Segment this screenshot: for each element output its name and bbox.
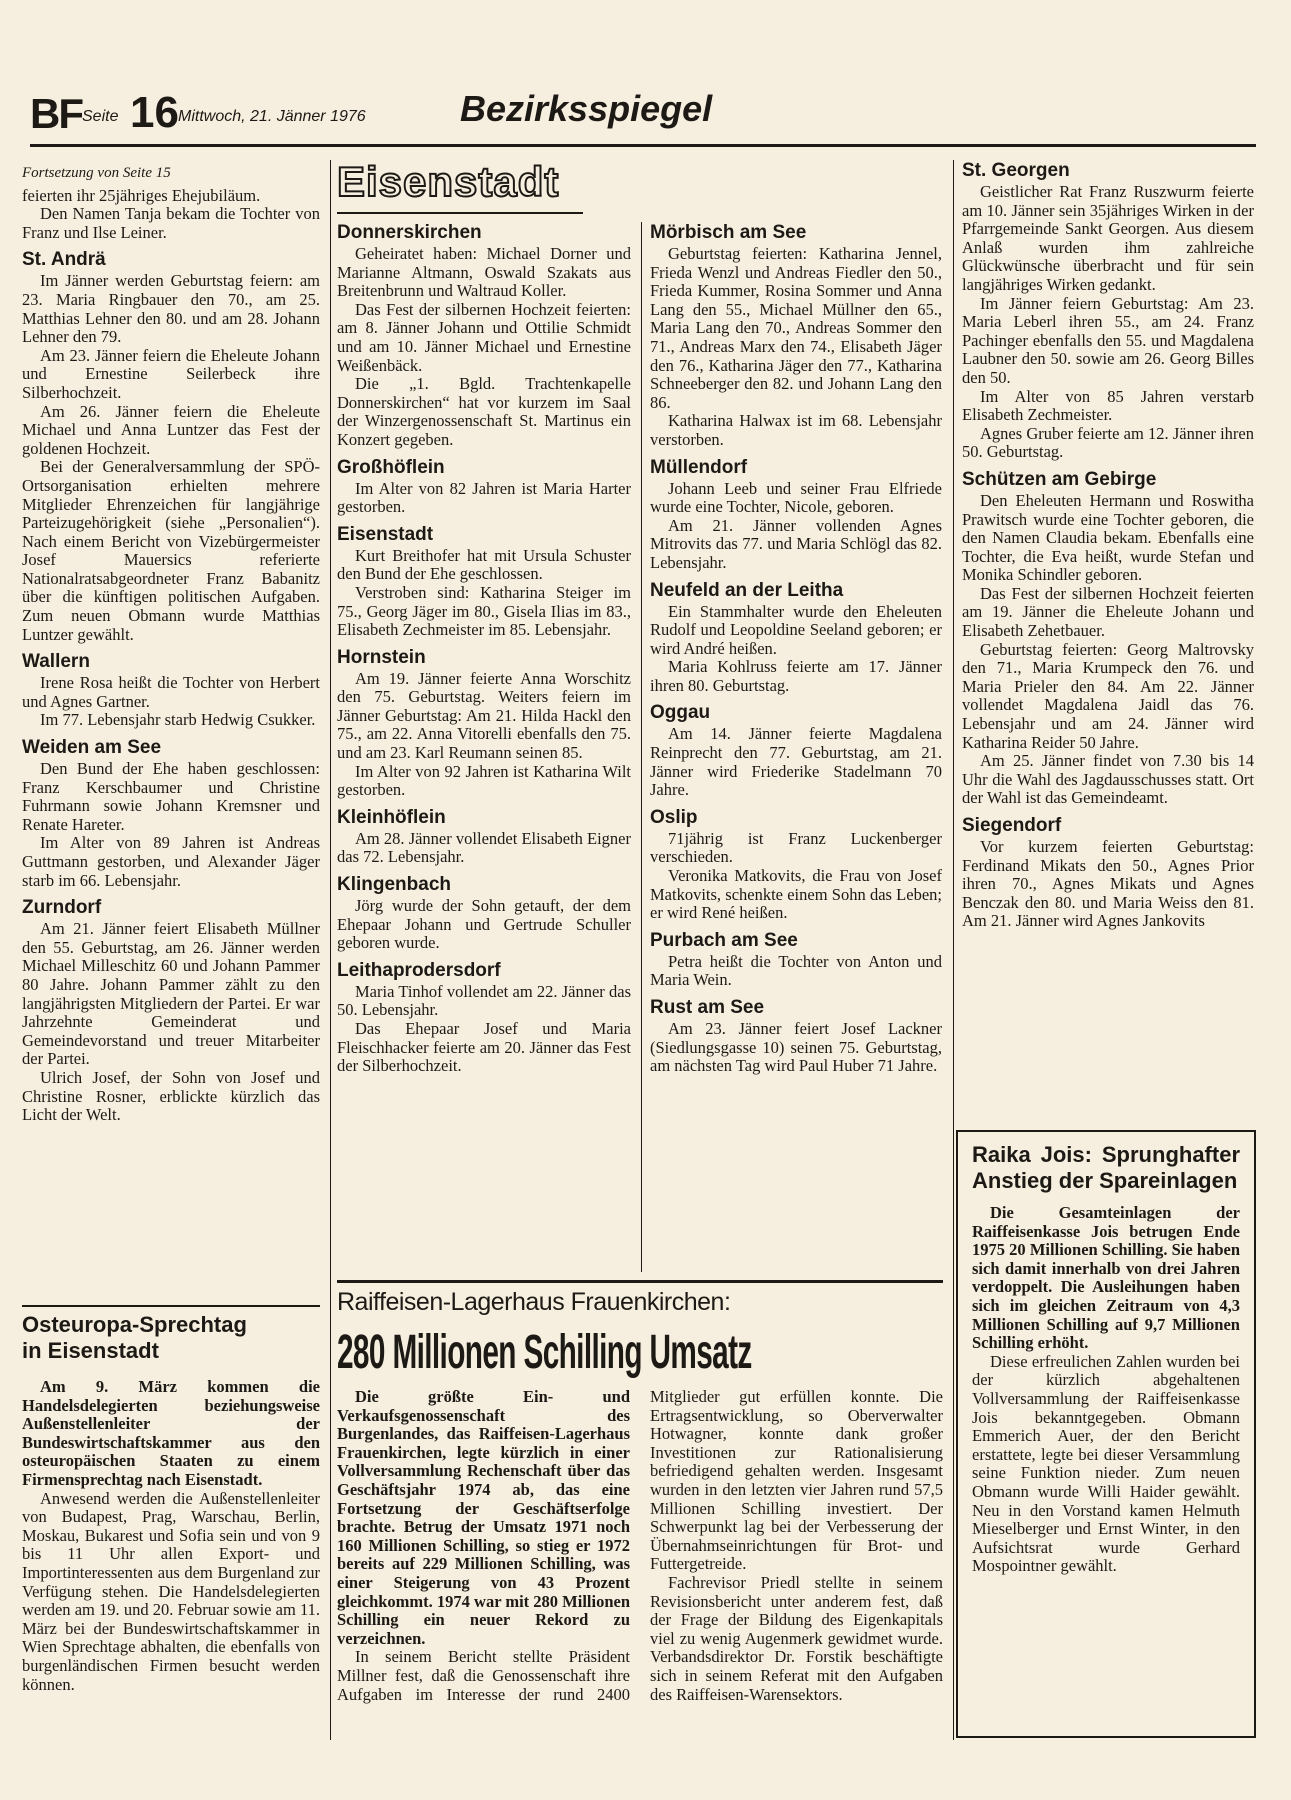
article-heading: Zurndorf: [22, 897, 102, 919]
osteuropa-headline-2: in Eisenstadt: [22, 1338, 159, 1363]
masthead-rule: [30, 144, 1256, 147]
paragraph: Im Jänner feiern Geburtstag: Am 23. Maria Leberl ihren 55., am 24. Franz Pachinger ebenfalls den 55. und Magdalena Laubner den 50. sowie am 26. Georg Billes den 50.: [962, 293, 1254, 387]
column-divider: [641, 222, 642, 1272]
paragraph: Am 23. Jänner feiern die Eheleute Johann und Ernestine Seilerbeck ihre Silberhochzeit.: [22, 345, 320, 402]
paragraph: Geburtstag feierten: Georg Maltrovsky den 71., Maria Krumpeck den 76. und Maria Prieler den 84. Am 22. Jänner vollendet Magdalena Jaidl das 76. Lebensjahr und am 24. Jänner wird Katharina Reider 50 Jahre.: [962, 639, 1254, 752]
article-heading: Weiden am See: [22, 737, 162, 759]
section-rule: [22, 1305, 320, 1307]
raika-headline: Raika Jois: Sprunghafter Anstieg der Spareinlagen: [972, 1142, 1240, 1193]
lagerhaus-headline: 280 Millionen Schilling Umsatz: [337, 1326, 752, 1379]
paragraph: Am 23. Jänner feiert Josef Lackner (Siedlungsgasse 10) seinen 75. Geburtstag, am nächsten Tag wird Paul Huber 71 Jahre.: [650, 1019, 942, 1076]
article-heading: Eisenstadt: [337, 523, 434, 545]
paragraph: Geburtstag feierten: Katharina Jennel, Frieda Wenzl und Andreas Fiedler den 50., Frieda Kummer, Rosina Sommer und Anna Lang den 55., Michael Müllner den 65., Maria Lang den 70., Andreas Sommer den 71., Andreas Marx den 74., Elisabeth Jäger den 76., Katharina Jäger den 77., Katharina Schneeberger den 82. und Johann Lang den 86.: [650, 244, 942, 412]
eisenstadt-banner-box: [337, 160, 583, 214]
lagerhaus-article: [337, 1388, 943, 1704]
article-heading: Neufeld an der Leitha: [650, 579, 844, 601]
paragraph: Vor kurzem feierten Geburtstag: Ferdinand Mikats den 50., Agnes Prior ihren 70., Agnes Mikats und Agnes Benczak den 80. und Maria Weiss den 81. Am 21. Jänner wird Agnes Jankovits: [962, 837, 1254, 931]
paragraph: Den Namen Tanja bekam die Tochter von Franz und Ilse Leiner.: [22, 204, 320, 242]
paragraph: In seinem Bericht stellte Präsident Millner fest, daß die Genossenschaft ihre Aufgaben im Interesse der rund 2400 Mitglieder gut erfüllen konnte. Die Ertragsentwicklung, so Oberverwalter Hotwagner, konnte dank großer Investitionen zur Rationalisierung befriedigend gehalten werden. Insgesamt wurden in den letzten vier Jahren rund 57,5 Millionen Schilling investiert. Der Schwerpunkt lag bei der Verbesserung der Übernahmseinrichtungen für Brot- und Futtergetreide.: [337, 1387, 943, 1704]
paragraph: Das Fest der silbernen Hochzeit feierten am 19. Jänner die Eheleute Johann und Elisabeth Zehetbauer.: [962, 583, 1254, 641]
paragraph: Fachrevisor Priedl stellte in seinem Revisionsbericht unter anderem fest, daß der Frage der Bildung des Eigenkapitals viel zu wenig Augenmerk gewidmet wurde. Verbandsdirektor Dr. Forstik beschäftigte sich in seinem Referat mit den Aufgaben des Raiffeisen-Warensektors.: [650, 1572, 943, 1704]
column-4: [962, 160, 1254, 931]
page-label: Seite: [82, 108, 119, 125]
raika-lead: Die Gesamteinlagen der Raiffeisenkasse Jois betrugen Ende 1975 20 Millionen Schilling. Sie haben sich damit innerhalb von drei Jahren verdoppelt. Die Ausleihungen haben sich im gleichen Zeitraum von 4,3 Millionen Schilling auf 9,7 Millionen Schilling erhöht.: [972, 1203, 1240, 1353]
column-3: [650, 222, 942, 1076]
article-heading: Leithaprodersdorf: [337, 959, 501, 981]
paragraph: Am 25. Jänner findet von 7.30 bis 14 Uhr die Wahl des Jagdausschusses statt. Ort der Wahl ist das Gemeindeamt.: [962, 751, 1254, 808]
issue-date: Mittwoch, 21. Jänner 1976: [178, 108, 366, 125]
paragraph: Im Alter von 85 Jahren verstarb Elisabeth Zechmeister.: [962, 386, 1254, 425]
column-divider: [953, 160, 954, 1740]
article-heading: Hornstein: [337, 646, 426, 668]
article-heading: Müllendorf: [650, 456, 748, 478]
newspaper-logo: BF: [30, 90, 82, 137]
article-heading: Donnerskirchen: [337, 222, 482, 243]
paragraph: Maria Kohlruss feierte am 17. Jänner ihren 80. Geburtstag.: [650, 657, 942, 695]
article-heading: Kleinhöflein: [337, 806, 446, 828]
article-heading: Oslip: [650, 806, 698, 828]
continuation-note: Fortsetzung von Seite 15: [22, 165, 171, 181]
eisenstadt-banner: Eisenstadt: [337, 158, 560, 205]
osteuropa-headline-1: Osteuropa-Sprechtag: [22, 1312, 247, 1337]
paragraph: Geheiratet haben: Michael Dorner und Marianne Altmann, Oswald Szakats aus Breitenbrunn und Waltraud Koller.: [337, 244, 631, 301]
article-heading: Schützen am Gebirge: [962, 468, 1157, 490]
article-heading: Klingenbach: [337, 874, 452, 896]
paragraph: Am 14. Jänner feierte Magdalena Reinprecht den 77. Geburtstag, am 21. Jänner wird Friederike Stadelmann 70 Jahre.: [650, 724, 942, 800]
article-heading: Oggau: [650, 702, 711, 724]
section-rule: [337, 1280, 943, 1283]
paragraph: Johann Leeb und seiner Frau Elfriede wurde eine Tochter, Nicole, geboren.: [650, 478, 942, 517]
section-title: Bezirksspiegel: [460, 88, 713, 129]
paragraph: feierten ihr 25jähriges Ehejubiläum.: [22, 185, 261, 205]
paragraph: Am 28. Jänner vollendet Elisabeth Eigner das 72. Lebensjahr.: [337, 828, 631, 867]
paragraph: Am 26. Jänner feiern die Eheleute Michael und Anna Luntzer das Fest der goldenen Hochzeit.: [22, 401, 320, 458]
paragraph: Ein Stammhalter wurde den Eheleuten Rudolf und Leopoldine Seeland geboren; er wird André heißen.: [650, 601, 942, 658]
column-2: [337, 222, 631, 1076]
paragraph: Das Ehepaar Josef und Maria Fleischhacker feierte am 20. Jänner das Fest der Silberhochzeit.: [337, 1019, 631, 1076]
lagerhaus-kicker: Raiffeisen-Lagerhaus Frauenkirchen:: [337, 1288, 731, 1316]
column-1: [22, 164, 320, 1125]
paragraph: Am 21. Jänner vollenden Agnes Mitrovits das 77. und Maria Schlögl das 82. Lebensjahr.: [650, 515, 942, 572]
paragraph: Den Eheleuten Hermann und Roswitha Prawitsch wurde eine Tochter geboren, die den Namen Claudia bekam. Ebenfalls eine Tochter, die Eva heißt, wurde Stefan und Monika Schindler geboren.: [962, 490, 1254, 585]
article-heading: Siegendorf: [962, 815, 1062, 836]
paragraph: Maria Tinhof vollendet am 22. Jänner das 50. Lebensjahr.: [337, 981, 631, 1020]
paragraph: Kurt Breithofer hat mit Ursula Schuster den Bund der Ehe geschlossen.: [337, 545, 631, 584]
article-heading: Purbach am See: [650, 929, 798, 951]
paragraph: Veronika Matkovits, die Frau von Josef Matkovits, schenkte einem Sohn das Leben; er wird René heißen.: [650, 866, 942, 923]
article-heading: Großhöflein: [337, 456, 445, 478]
column-divider: [330, 160, 331, 1740]
masthead: [30, 88, 1260, 138]
paragraph: Im Alter von 89 Jahren ist Andreas Guttmann gestorben, und Alexander Jäger starb im 66. Lebensjahr.: [22, 833, 320, 890]
article-heading: Rust am See: [650, 997, 765, 1018]
page-number: 16: [130, 88, 179, 137]
article-heading: St. Georgen: [962, 160, 1070, 181]
paragraph: Diese erfreulichen Zahlen wurden bei der kürzlich abgehaltenen Vollversammlung der Raiffeisenkasse Jois bekanntgegeben. Obmann Emmerich Auer, der den Bericht erstattete, legte bei dieser Versammlung seine Funktion nieder. Zum neuen Obmann wurde Willi Haider gewählt. Neu in den Vorstand kamen Helmuth Mieselberger und Ernst Winter, in den Aufsichtsrat wurde Gerhard Mospointner gewählt.: [972, 1351, 1240, 1576]
paragraph: Im 77. Lebensjahr starb Hedwig Csukker.: [40, 710, 316, 730]
paragraph: Verstroben sind: Katharina Steiger im 75., Georg Jäger im 80., Gisela Ilias im 83., Elisabeth Zechmeister im 85. Lebensjahr.: [337, 582, 631, 640]
paragraph: Die „1. Bgld. Trachtenkapelle Donnerskirchen“ hat vor kurzem im Saal der Winzergenossenschaft St. Martinus ein Konzert gegeben.: [337, 374, 631, 449]
paragraph: Anwesend werden die Außenstellenleiter von Budapest, Prag, Warschau, Berlin, Moskau, Bukarest und Sofia sein und von 9 bis 11 Uhr allen Export- und Importinteressenten aus dem Burgenland zur Verfügung stehen. Die Handelsdelegierten werden am 19. und 20. Februar sowie am 11. März bei der Bundeswirtschaftskammer in Wien Sprechtage abhalten, die ebenfalls von burgenländischen Firmen besucht werden können.: [22, 1488, 320, 1694]
paragraph: Im Jänner werden Geburtstag feiern: am 23. Maria Ringbauer den 70., am 25. Matthias Lehner den 80. und am 28. Johann Lehner den 79.: [22, 271, 320, 347]
paragraph: 71jährig ist Franz Luckenberger verschieden.: [650, 828, 942, 867]
article-heading: St. Andrä: [22, 249, 106, 271]
paragraph: Den Bund der Ehe haben geschlossen: Franz Kerschbaumer und Christine Fuhrmann sowie Johann Kremsner und Renate Hareter.: [22, 759, 320, 834]
paragraph: Agnes Gruber feierte am 12. Jänner ihren 50. Geburtstag.: [962, 423, 1254, 462]
osteuropa-lead: Am 9. März kommen die Handelsdelegierten beziehungsweise Außenstellenleiter der Bundeswirtschaftskammer aus den osteuropäischen Staaten zu einem Firmensprechtag nach Eisenstadt.: [22, 1377, 320, 1489]
paragraph: Geistlicher Rat Franz Ruszwurm feierte am 10. Jänner sein 35jähriges Wirken in der Pfarrgemeinde Sankt Georgen. Aus diesem Anlaß wurden ihm zahlreiche Glückwünsche überbracht und für sein langjähriges Wirken gedankt.: [962, 182, 1254, 294]
article-heading: Mörbisch am See: [650, 222, 807, 243]
lagerhaus-lead: Die größte Ein- und Verkaufsgenossenschaft des Burgenlandes, das Raiffeisen-Lagerhaus Frauenkirchen, legte kürzlich in einer Vollversammlung Rechenschaft über das Geschäftsjahr 1974 ab, das eine Fortsetzung der Geschäftserfolge brachte. Betrug der Umsatz 1971 noch 160 Millionen Schilling, so stieg er 1972 bereits auf 229 Millionen Schilling, was einer Steigerung von 43 Prozent gleichkommt. 1974 war mit 280 Millionen Schilling ein neuer Rekord zu verzeichnen.: [337, 1387, 631, 1648]
paragraph: Im Alter von 82 Jahren ist Maria Harter gestorben.: [337, 478, 631, 517]
paragraph: Katharina Halwax ist im 68. Lebensjahr verstorben.: [650, 411, 942, 449]
osteuropa-article: [22, 1312, 320, 1694]
paragraph: Irene Rosa heißt die Tochter von Herbert und Agnes Gartner.: [22, 673, 320, 711]
paragraph: Jörg wurde der Sohn getauft, der dem Ehepaar Johann und Gertrude Schuller geboren wurde.: [337, 896, 631, 953]
paragraph: Am 21. Jänner feiert Elisabeth Müllner den 55. Geburtstag, am 26. Jänner werden Michael Milleschitz 60 und Johann Pammer 80 Jahre. Johann Pammer zählt zu den langjährigsten Mitgliedern der Partei. Er war Jahrzehnte Gemeinderat und Gemeindevorstand und treuer Mitarbeiter der Partei.: [22, 919, 320, 1069]
raika-box: [956, 1130, 1256, 1738]
paragraph: Am 19. Jänner feierte Anna Worschitz den 75. Geburtstag. Weiters feiern im Jänner Geburtstag: Am 21. Hilda Hackl den 75., am 22. Anna Vitorelli ebenfalls den 75. und am 23. Karl Reumann seinen 85.: [337, 668, 631, 763]
paragraph: Petra heißt die Tochter von Anton und Maria Wein.: [650, 951, 942, 990]
article-heading: Wallern: [22, 651, 90, 673]
paragraph: Im Alter von 92 Jahren ist Katharina Wilt gestorben.: [337, 761, 631, 800]
paragraph: Bei der Generalversammlung der SPÖ-Ortsorganisation erhielten mehrere Mitglieder Ehrenzeichen für langjährige Parteizugehörigkeit (siehe „Personalien“). Nach einem Bericht von Vizebürgermeister Josef Mauersics referierte Nationalratsabgeordneter Franz Babanitz über die künftigen politischen Aufgaben. Zum neuen Obmann wurde Matthias Luntzer gewählt.: [22, 457, 320, 644]
paragraph: Ulrich Josef, der Sohn von Josef und Christine Rosner, erblickte kürzlich das Licht der Welt.: [22, 1067, 320, 1125]
paragraph: Das Fest der silbernen Hochzeit feierten: am 8. Jänner Johann und Ottilie Schmidt und am 10. Jänner Michael und Ernestine Weißenbäck.: [337, 299, 631, 375]
